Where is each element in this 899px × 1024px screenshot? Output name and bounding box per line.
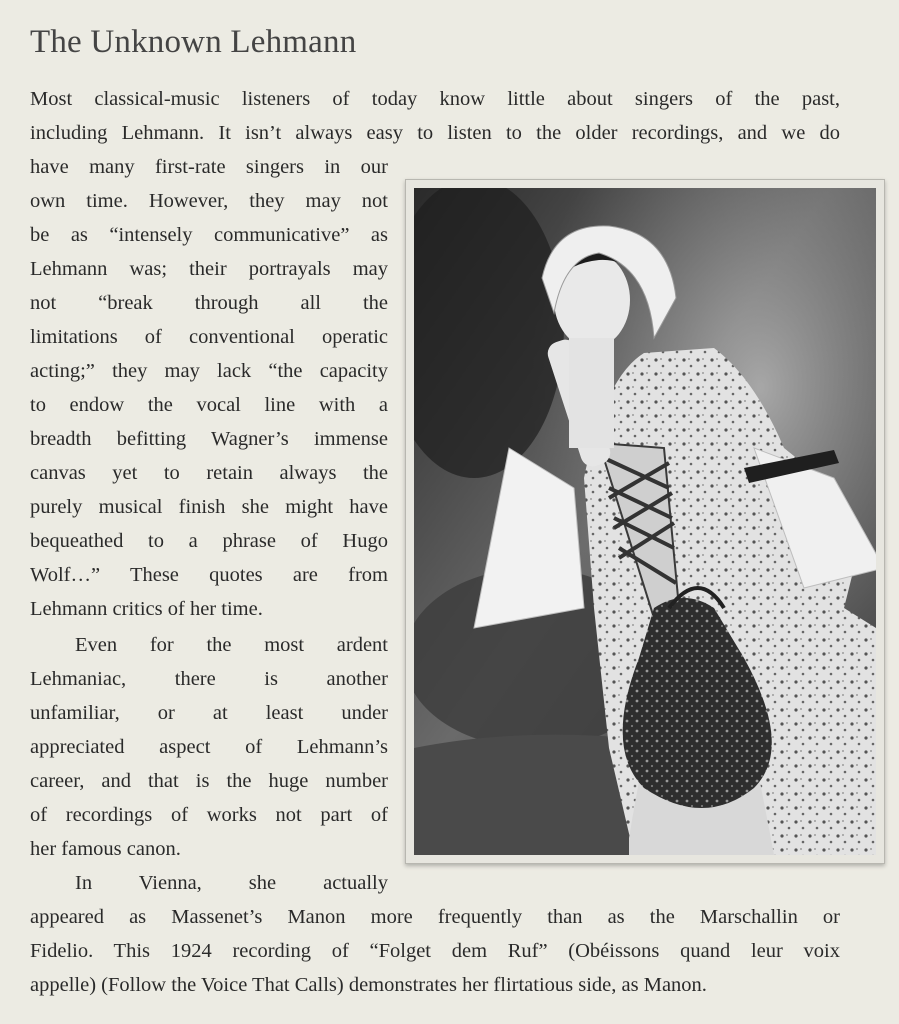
text-line: own time. However, they may not xyxy=(30,190,388,212)
text-line: breadth befitting Wagner’s immense xyxy=(30,428,388,450)
lehmann-photo xyxy=(414,188,876,855)
text-line: to endow the vocal line with a xyxy=(30,394,388,416)
text-line: her famous canon. xyxy=(30,838,181,860)
text-line: bequeathed to a phrase of Hugo xyxy=(30,530,388,552)
text-line: limitations of conventional operatic xyxy=(30,326,388,348)
text-line: In Vienna, she actually xyxy=(75,872,388,894)
text-line: be as “intensely communicative” as xyxy=(30,224,388,246)
text-line: purely musical finish she might have xyxy=(30,496,388,518)
text-line: acting;” they may lack “the capacity xyxy=(30,360,388,382)
neck-chest xyxy=(569,338,614,448)
text-line: Fidelio. This 1924 recording of “Folget dem Ruf” (Obéissons quand leur voix xyxy=(30,940,840,962)
text-line: career, and that is the huge number xyxy=(30,770,388,792)
text-line: Lehmann critics of her time. xyxy=(30,598,263,620)
text-line: including Lehmann. It isn’t always easy to listen to the older recordings, and we do xyxy=(30,122,840,144)
text-line: canvas yet to retain always the xyxy=(30,462,388,484)
text-line: Lehmaniac, there is another xyxy=(30,668,388,690)
article-title: The Unknown Lehmann xyxy=(30,24,357,60)
text-line: have many first-rate singers in our xyxy=(30,156,388,178)
text-line: appeared as Massenet’s Manon more frequently than as the Marschallin or xyxy=(30,906,840,928)
text-line: not “break through all the xyxy=(30,292,388,314)
text-line: appelle) (Follow the Voice That Calls) demonstrates her flirtatious side, as Manon. xyxy=(30,974,707,996)
text-line: of recordings of works not part of xyxy=(30,804,388,826)
text-line: Even for the most ardent xyxy=(75,634,388,656)
text-line: Wolf…” These quotes are from xyxy=(30,564,388,586)
text-line: Most classical-music listeners of today know little about singers of the past, xyxy=(30,88,840,110)
text-line: unfamiliar, or at least under xyxy=(30,702,388,724)
text-line: appreciated aspect of Lehmann’s xyxy=(30,736,388,758)
text-line: Lehmann was; their portrayals may xyxy=(30,258,388,280)
photo-frame xyxy=(405,179,885,864)
